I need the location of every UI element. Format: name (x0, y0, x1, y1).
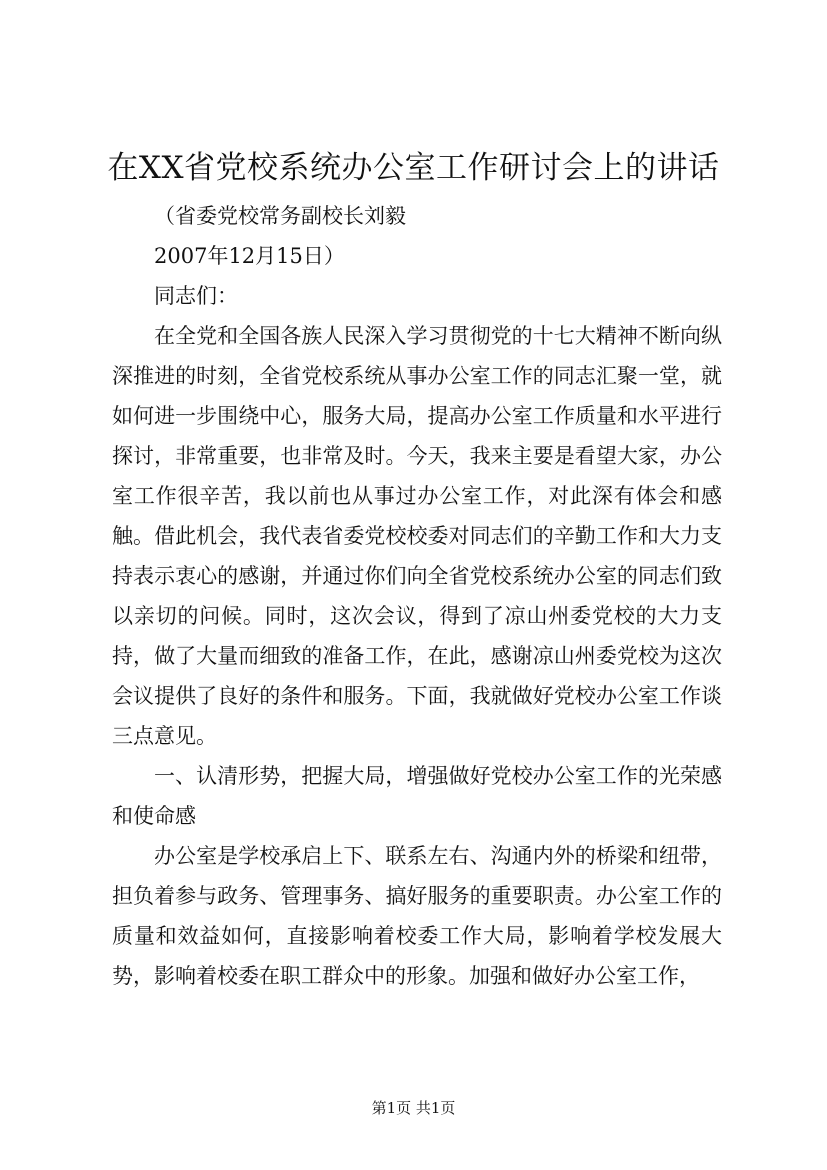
document-title: 在XX省党校系统办公室工作研讨会上的讲话 (107, 150, 720, 186)
document-body (112, 196, 722, 996)
page-footer: 第1页 共1页 (371, 1099, 456, 1117)
paragraph-section-1: 办公室是学校承启上下、联系左右、沟通内外的桥梁和纽带，担负着参与政务、管理事务、搞好服务的重要职责。办公室工作的质量和效益如何，直接影响着校委工作大局，影响着学校发展大势，影响着校委在职工群众中的形象。加强和做好办公室工作， (112, 844, 722, 988)
paragraph-intro: 在全党和全国各族人民深入学习贯彻党的十七大精神不断向纵深推进的时刻，全省党校系统从事办公室工作的同志汇聚一堂，就如何进一步围绕中心，服务大局，提高办公室工作质量和水平进行探讨，非常重要，也非常及时。今天，我来主要是看望大家，办公室工作很辛苦，我以前也从事过办公室工作，对此深有体会和感触。借此机会，我代表省委党校校委对同志们的辛勤工作和大力支持表示衷心的感谢，并通过你们向全省党校系统办公室的同志们致以亲切的问候。同时，这次会议，得到了凉山州委党校的大力支持，做了大量而细致的准备工作，在此，感谢凉山州委党校为这次会议提供了良好的条件和服务。下面，我就做好党校办公室工作谈三点意见。 (112, 324, 722, 748)
greeting: 同志们： (154, 284, 238, 308)
date-line: 2007年12月15日） (154, 244, 345, 268)
author-line: （省委党校常务副校长刘毅 (154, 204, 406, 228)
section-heading-1: 一、认清形势，把握大局，增强做好党校办公室工作的光荣感和使命感 (112, 764, 722, 828)
